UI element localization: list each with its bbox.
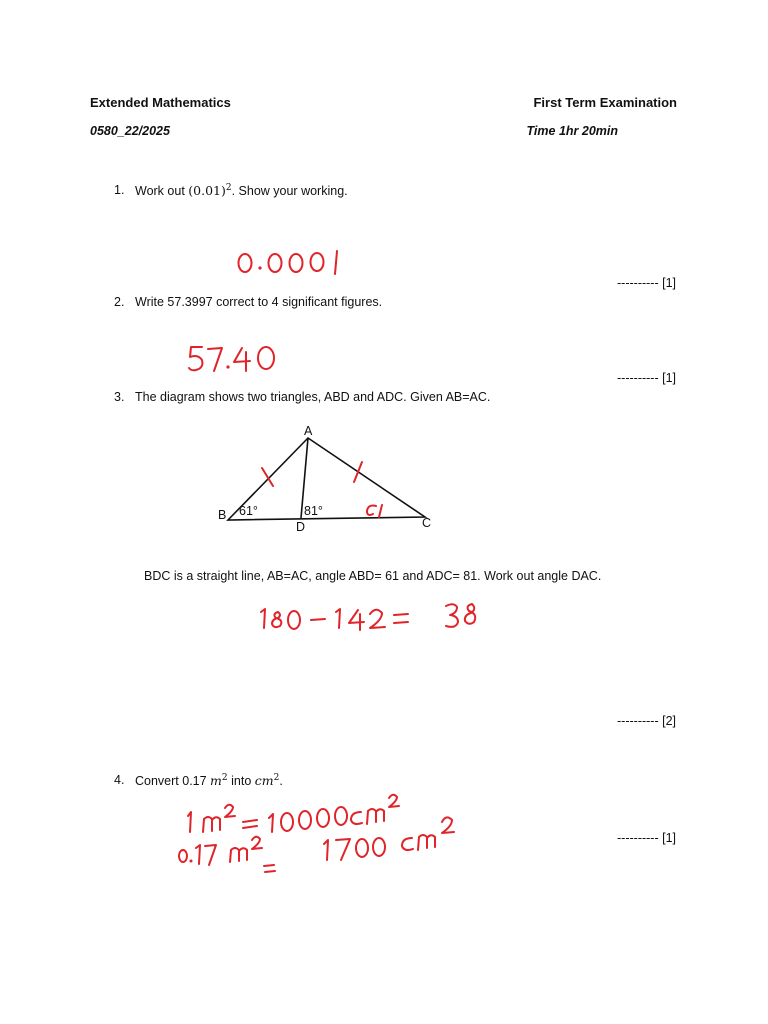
marks-allocation: ---------- [1] [617,371,676,385]
equal-side-tick-ac [354,462,362,482]
subject-title: Extended Mathematics [90,95,231,110]
angle-abd-label: 61° [239,504,258,518]
paper-code: 0580_22/2025 [90,124,170,138]
handwritten-working [258,598,488,634]
question-number: 2. [114,295,125,309]
question-text: Convert 0.17 $m^2$ into $cm^2$. [135,773,283,789]
handwritten-angle-c [367,505,382,517]
handwritten-line-2 [176,810,486,874]
handwritten-answer [236,248,346,278]
marks-allocation: ---------- [2] [617,714,676,728]
marks-allocation: ---------- [1] [617,276,676,290]
math-expression: (0.01) [188,183,226,199]
question-text: Work out $(0.01)^2$. Show your working. [135,183,348,199]
question-number: 4. [114,773,125,787]
question-followup: BDC is a straight line, AB=AC, angle ABD= 61 and ADC= 81. Work out angle DAC. [144,569,602,583]
angle-adc-label: 81° [304,504,323,518]
exam-title: First Term Examination [533,95,677,110]
unit-square-metre: m [210,773,222,789]
question-text: Write 57.3997 correct to 4 significant figures. [135,295,383,309]
vertex-label-c: C [422,516,432,530]
marks-allocation: ---------- [1] [617,831,676,845]
question-text: The diagram shows two triangles, ABD and ADC. Given AB=AC. [135,390,491,404]
triangle-diagram [210,420,450,540]
vertex-label-a: A [304,424,313,438]
exponent: 2 [225,183,232,193]
vertex-label-b: B [218,508,227,522]
question-number: 1. [114,183,125,197]
exam-duration: Time 1hr 20min [526,124,618,138]
question-number: 3. [114,390,125,404]
vertex-label-d: D [296,520,306,534]
handwritten-answer [188,343,280,375]
unit-square-centimetre: cm [254,773,274,789]
